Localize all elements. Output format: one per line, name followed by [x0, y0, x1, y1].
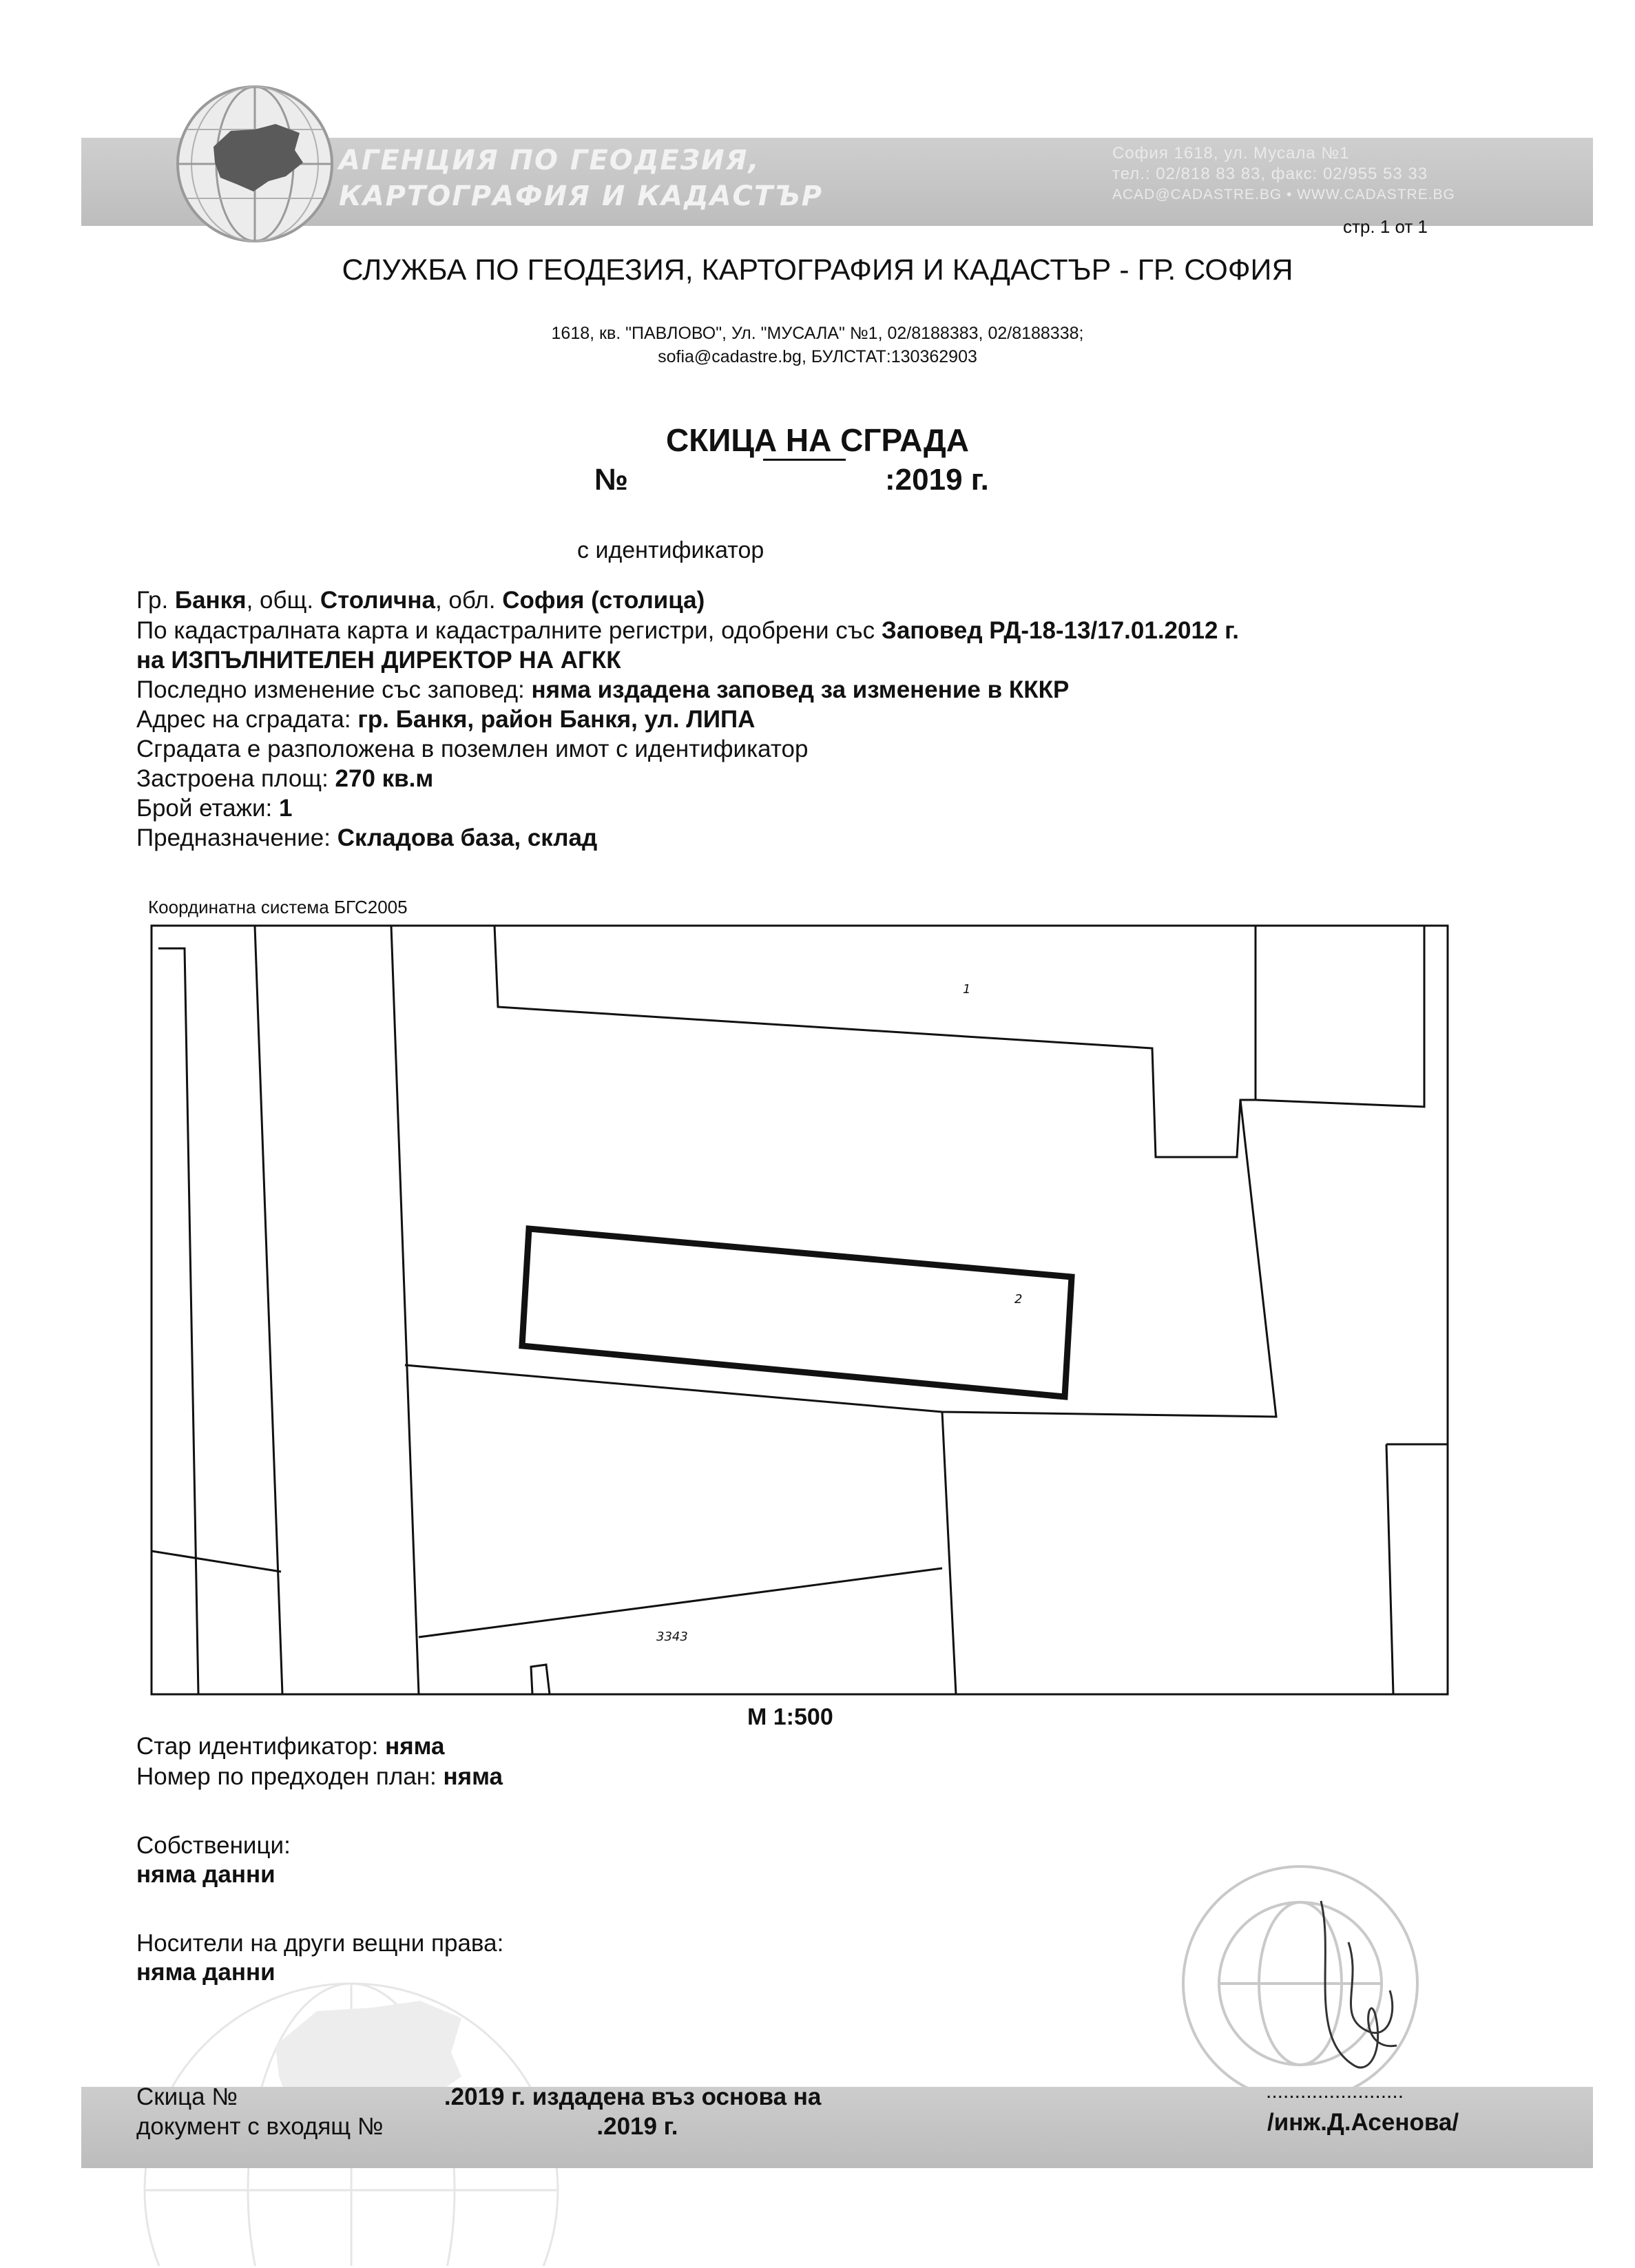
agency-phones: тел.: 02/818 83 83, факс: 02/955 53 33	[1112, 165, 1428, 183]
agency-web: ACAD@CADASTRE.BG • WWW.CADASTRE.BG	[1112, 187, 1455, 202]
coordinate-system-label: Координатна система БГС2005	[148, 897, 408, 917]
parcel-line	[136, 736, 808, 763]
rights-label: Носители на други вещни права:	[136, 1930, 504, 1957]
incoming-document-line	[136, 2113, 678, 2141]
area-line	[136, 765, 433, 793]
sketch-number-prefix: Скица №	[136, 2083, 238, 2110]
document-number-prefix: №	[594, 463, 629, 497]
location-region: София (столица)	[502, 587, 705, 614]
road-boundary-left	[255, 926, 282, 1694]
parcel-1-boundary	[494, 926, 1256, 1157]
signer-name: /инж.Д.Асенова/	[1267, 2109, 1459, 2136]
old-identifier-label: Стар идентификатор:	[136, 1733, 386, 1760]
office-contact-line1: 1618, кв. "ПАВЛОВО", Ул. "МУСАЛА" №1, 02/8188383, 02/8188338;	[551, 324, 1084, 343]
approved-by-line	[136, 647, 621, 674]
floors-value: 1	[279, 795, 293, 822]
last-change-line	[136, 676, 1069, 704]
incoming-prefix: документ с входящ №	[136, 2113, 384, 2140]
old-identifier-value: няма	[385, 1733, 445, 1760]
floors-line	[136, 795, 292, 822]
parcel-boundary	[1386, 1444, 1393, 1694]
small-structure	[531, 1665, 550, 1694]
sketch-issued-line	[136, 2083, 821, 2111]
last-change-value: няма издадена заповед за изменение в КККР	[531, 676, 1070, 703]
location-line	[136, 587, 705, 614]
area-value: 270 кв.м	[335, 765, 434, 792]
owners-value	[136, 1861, 275, 1889]
owners-value-text: няма данни	[136, 1861, 275, 1888]
office-title: СЛУЖБА ПО ГЕОДЕЗИЯ, КАРТОГРАФИЯ И КАДАСТЪР - ГР. СОФИЯ	[342, 253, 1293, 287]
owners-label: Собственици:	[136, 1832, 291, 1859]
cadastral-map	[150, 924, 1450, 1696]
approved-line	[136, 617, 1239, 645]
parcel-label: Сградата е разположена в поземлен имот с идентификатор	[136, 736, 809, 762]
rights-value-text: няма данни	[136, 1959, 275, 1986]
agency-logo-globe	[172, 81, 337, 247]
purpose-line	[136, 824, 597, 852]
agency-address: София 1618, ул. Мусала №1	[1112, 144, 1350, 163]
road-boundary-right	[391, 926, 419, 1694]
location-municipality: Столична	[320, 587, 435, 614]
address-label: Адрес на сградата:	[136, 706, 358, 733]
approved-by: на ИЗПЪЛНИТЕЛЕН ДИРЕКТОР НА АГКК	[136, 647, 621, 674]
location-city: Банкя	[174, 587, 247, 614]
document-title: СКИЦА НА СГРАДА	[665, 422, 970, 458]
agency-name-line2: КАРТОГРАФИЯ И КАДАСТЪР	[339, 180, 824, 212]
address-line	[136, 706, 755, 734]
purpose-label: Предназначение:	[136, 824, 337, 851]
sketch-number-suffix: .2019 г. издадена въз основа на	[444, 2083, 822, 2110]
building-2-outline	[522, 1229, 1072, 1397]
map-frame	[152, 926, 1448, 1694]
previous-plan-value: няма	[443, 1763, 503, 1790]
map-label-1: 1	[963, 982, 971, 997]
title-underline	[763, 459, 846, 461]
address-value: гр. Банкя, район Банкя, ул. ЛИПА	[357, 706, 756, 733]
parcel-boundary	[1256, 926, 1424, 1107]
map-scale: М 1:500	[747, 1704, 833, 1730]
incoming-suffix: .2019 г.	[596, 2113, 678, 2140]
map-label-3343: 3343	[656, 1630, 688, 1644]
agency-name-line1: АГЕНЦИЯ ПО ГЕОДЕЗИЯ,	[339, 145, 760, 176]
area-label: Застроена площ:	[136, 765, 335, 792]
office-contact-line2: sofia@cadastre.bg, БУЛСТАТ:130362903	[658, 347, 977, 366]
location-municipality-label: , общ.	[246, 587, 320, 614]
floors-label: Брой етажи:	[136, 795, 279, 822]
parcel-boundary	[158, 948, 198, 1694]
page-counter: стр. 1 от 1	[1343, 216, 1428, 237]
previous-plan-label: Номер по предходен план:	[136, 1763, 444, 1790]
map-label-2: 2	[1014, 1292, 1023, 1307]
approved-label: По кадастралната карта и кадастралните регистри, одобрени със	[136, 617, 882, 644]
parcel-boundary	[152, 1551, 281, 1572]
parcel-boundary	[942, 1412, 956, 1694]
old-identifier-line	[136, 1733, 445, 1760]
purpose-value: Складова база, склад	[337, 824, 598, 851]
previous-plan-line	[136, 1763, 503, 1791]
location-prefix: Гр.	[136, 587, 175, 614]
signature-dots: ........................	[1266, 2080, 1404, 2103]
official-seal	[1149, 1846, 1452, 2108]
approved-order: Заповед РД-18-13/17.01.2012 г.	[881, 617, 1239, 644]
document-number-suffix: :2019 г.	[885, 463, 989, 497]
identifier-label: с идентификатор	[577, 537, 764, 563]
parcel-boundary	[419, 1568, 942, 1637]
location-region-label: , обл.	[435, 587, 503, 614]
last-change-label: Последно изменение със заповед:	[136, 676, 532, 703]
